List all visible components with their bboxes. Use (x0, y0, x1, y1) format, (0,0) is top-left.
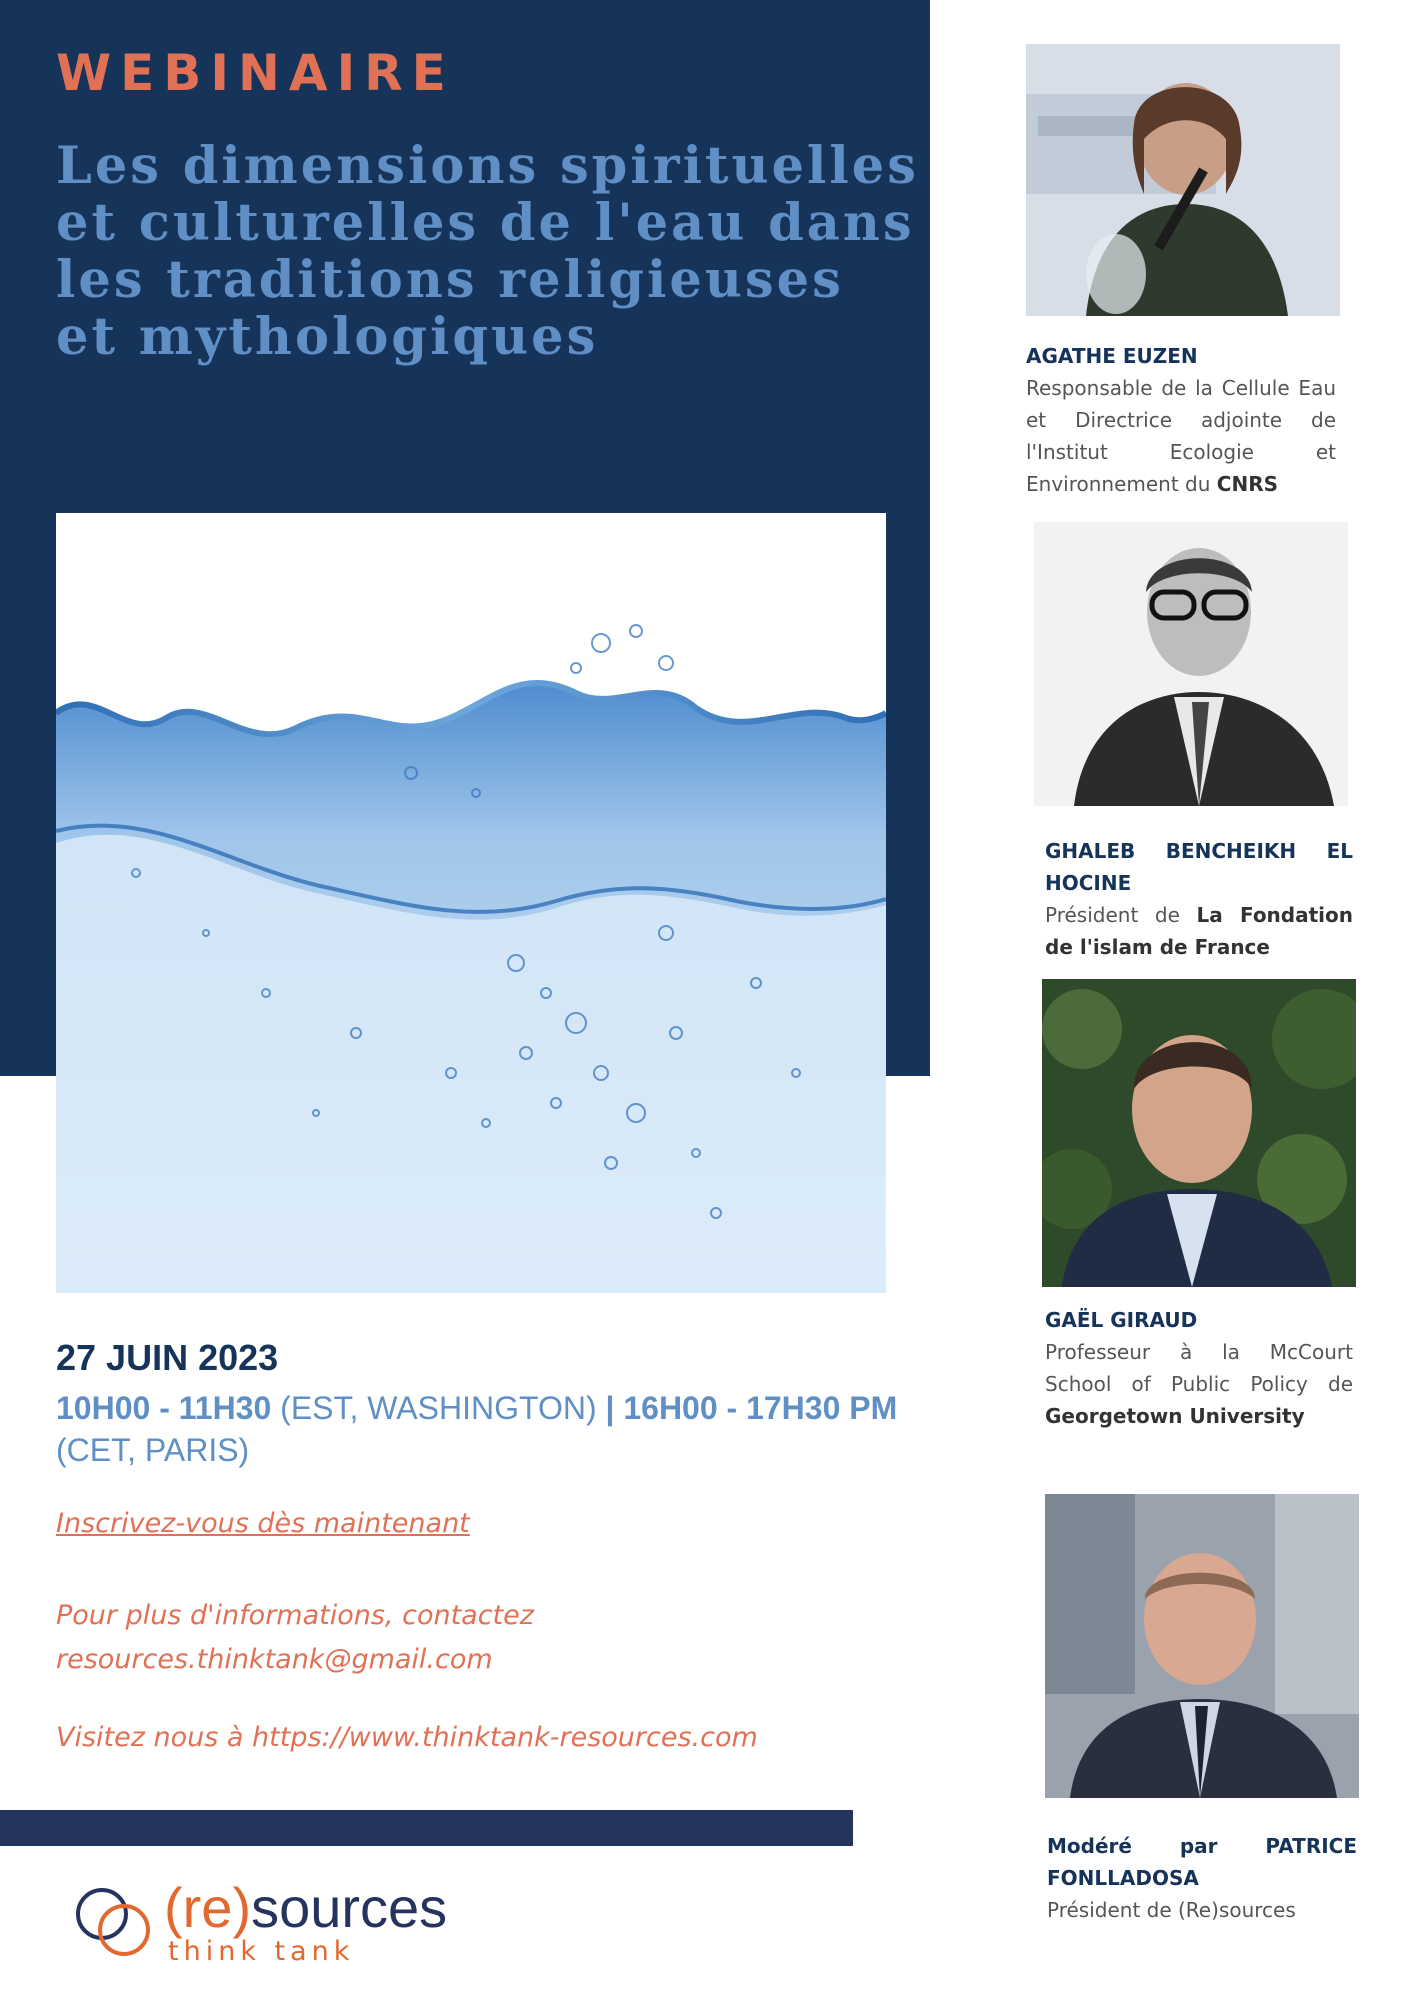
speaker-info-agathe-euzen (1026, 340, 1336, 500)
speaker-org: CNRS (1216, 472, 1279, 496)
speaker-info-gael-giraud (1045, 1304, 1353, 1432)
resources-logo (72, 1878, 492, 1968)
speaker-role-text: Président de (1045, 903, 1180, 927)
speaker-role (1045, 1336, 1353, 1432)
event-time (56, 1387, 906, 1471)
visit-text: Visitez nous à (56, 1722, 244, 1753)
logo-subtitle: think tank (168, 1936, 355, 1967)
speaker-name: GHALEB BENCHEIKH EL HOCINE (1045, 839, 1353, 895)
zone-cet: (CET, PARIS) (56, 1432, 250, 1468)
speaker-org: La Fondation de l'islam de France (1045, 903, 1354, 959)
contact-info (56, 1594, 856, 1682)
logo-word: sources (251, 1876, 448, 1939)
speaker-name: AGATHE EUZEN (1026, 344, 1198, 368)
speaker-role-text: Responsable de la Cellule Eau et Directrice adjointe de l'Institut Ecologie et Environnement du (1026, 376, 1336, 496)
visit-info (56, 1722, 758, 1753)
speaker-name: Modéré par PATRICE FONLLADOSA (1047, 1834, 1357, 1890)
zone-est: (EST, WASHINGTON) (280, 1390, 597, 1426)
website-link[interactable]: https://www.thinktank-resources.com (252, 1722, 758, 1753)
speaker-role (1045, 899, 1353, 963)
time-separator: | (605, 1390, 615, 1426)
speaker-photo-patrice-fonlladosa (1045, 1494, 1359, 1798)
speaker-photo-gael-giraud (1042, 979, 1356, 1287)
logo-rings-icon (72, 1884, 162, 1964)
speaker-photo-ghaleb-bencheikh (1034, 522, 1348, 806)
speaker-role (1026, 372, 1336, 500)
speaker-org: Georgetown University (1045, 1404, 1305, 1428)
time-cet: 16H00 - 17H30 PM (623, 1390, 898, 1426)
speaker-role-text: Professeur à la McCourt School of Public Policy de (1045, 1340, 1353, 1396)
contact-email[interactable]: resources.thinktank@gmail.com (56, 1644, 493, 1675)
contact-text: Pour plus d'informations, contactez (56, 1600, 534, 1631)
logo-wordmark (164, 1878, 447, 1938)
speaker-name: GAËL GIRAUD (1045, 1308, 1198, 1332)
webinar-label: WEBINAIRE (56, 44, 455, 102)
logo-accent: (re) (164, 1876, 252, 1939)
time-est: 10H00 - 11H30 (56, 1390, 272, 1426)
webinar-title: Les dimensions spirituelles et culturelles de l'eau dans les traditions religieuses et mythologiques (56, 136, 919, 367)
speaker-role (1047, 1894, 1357, 1926)
speaker-role-text: Président de (Re)sources (1047, 1898, 1296, 1922)
water-splash-image (56, 513, 886, 1293)
register-link[interactable]: Inscrivez-vous dès maintenant (56, 1508, 470, 1539)
speaker-photo-agathe-euzen (1026, 44, 1340, 316)
event-date: 27 JUIN 2023 (56, 1337, 279, 1378)
footer-bar (0, 1810, 853, 1846)
speaker-info-ghaleb-bencheikh (1045, 835, 1353, 963)
speaker-info-patrice-fonlladosa (1047, 1830, 1357, 1926)
